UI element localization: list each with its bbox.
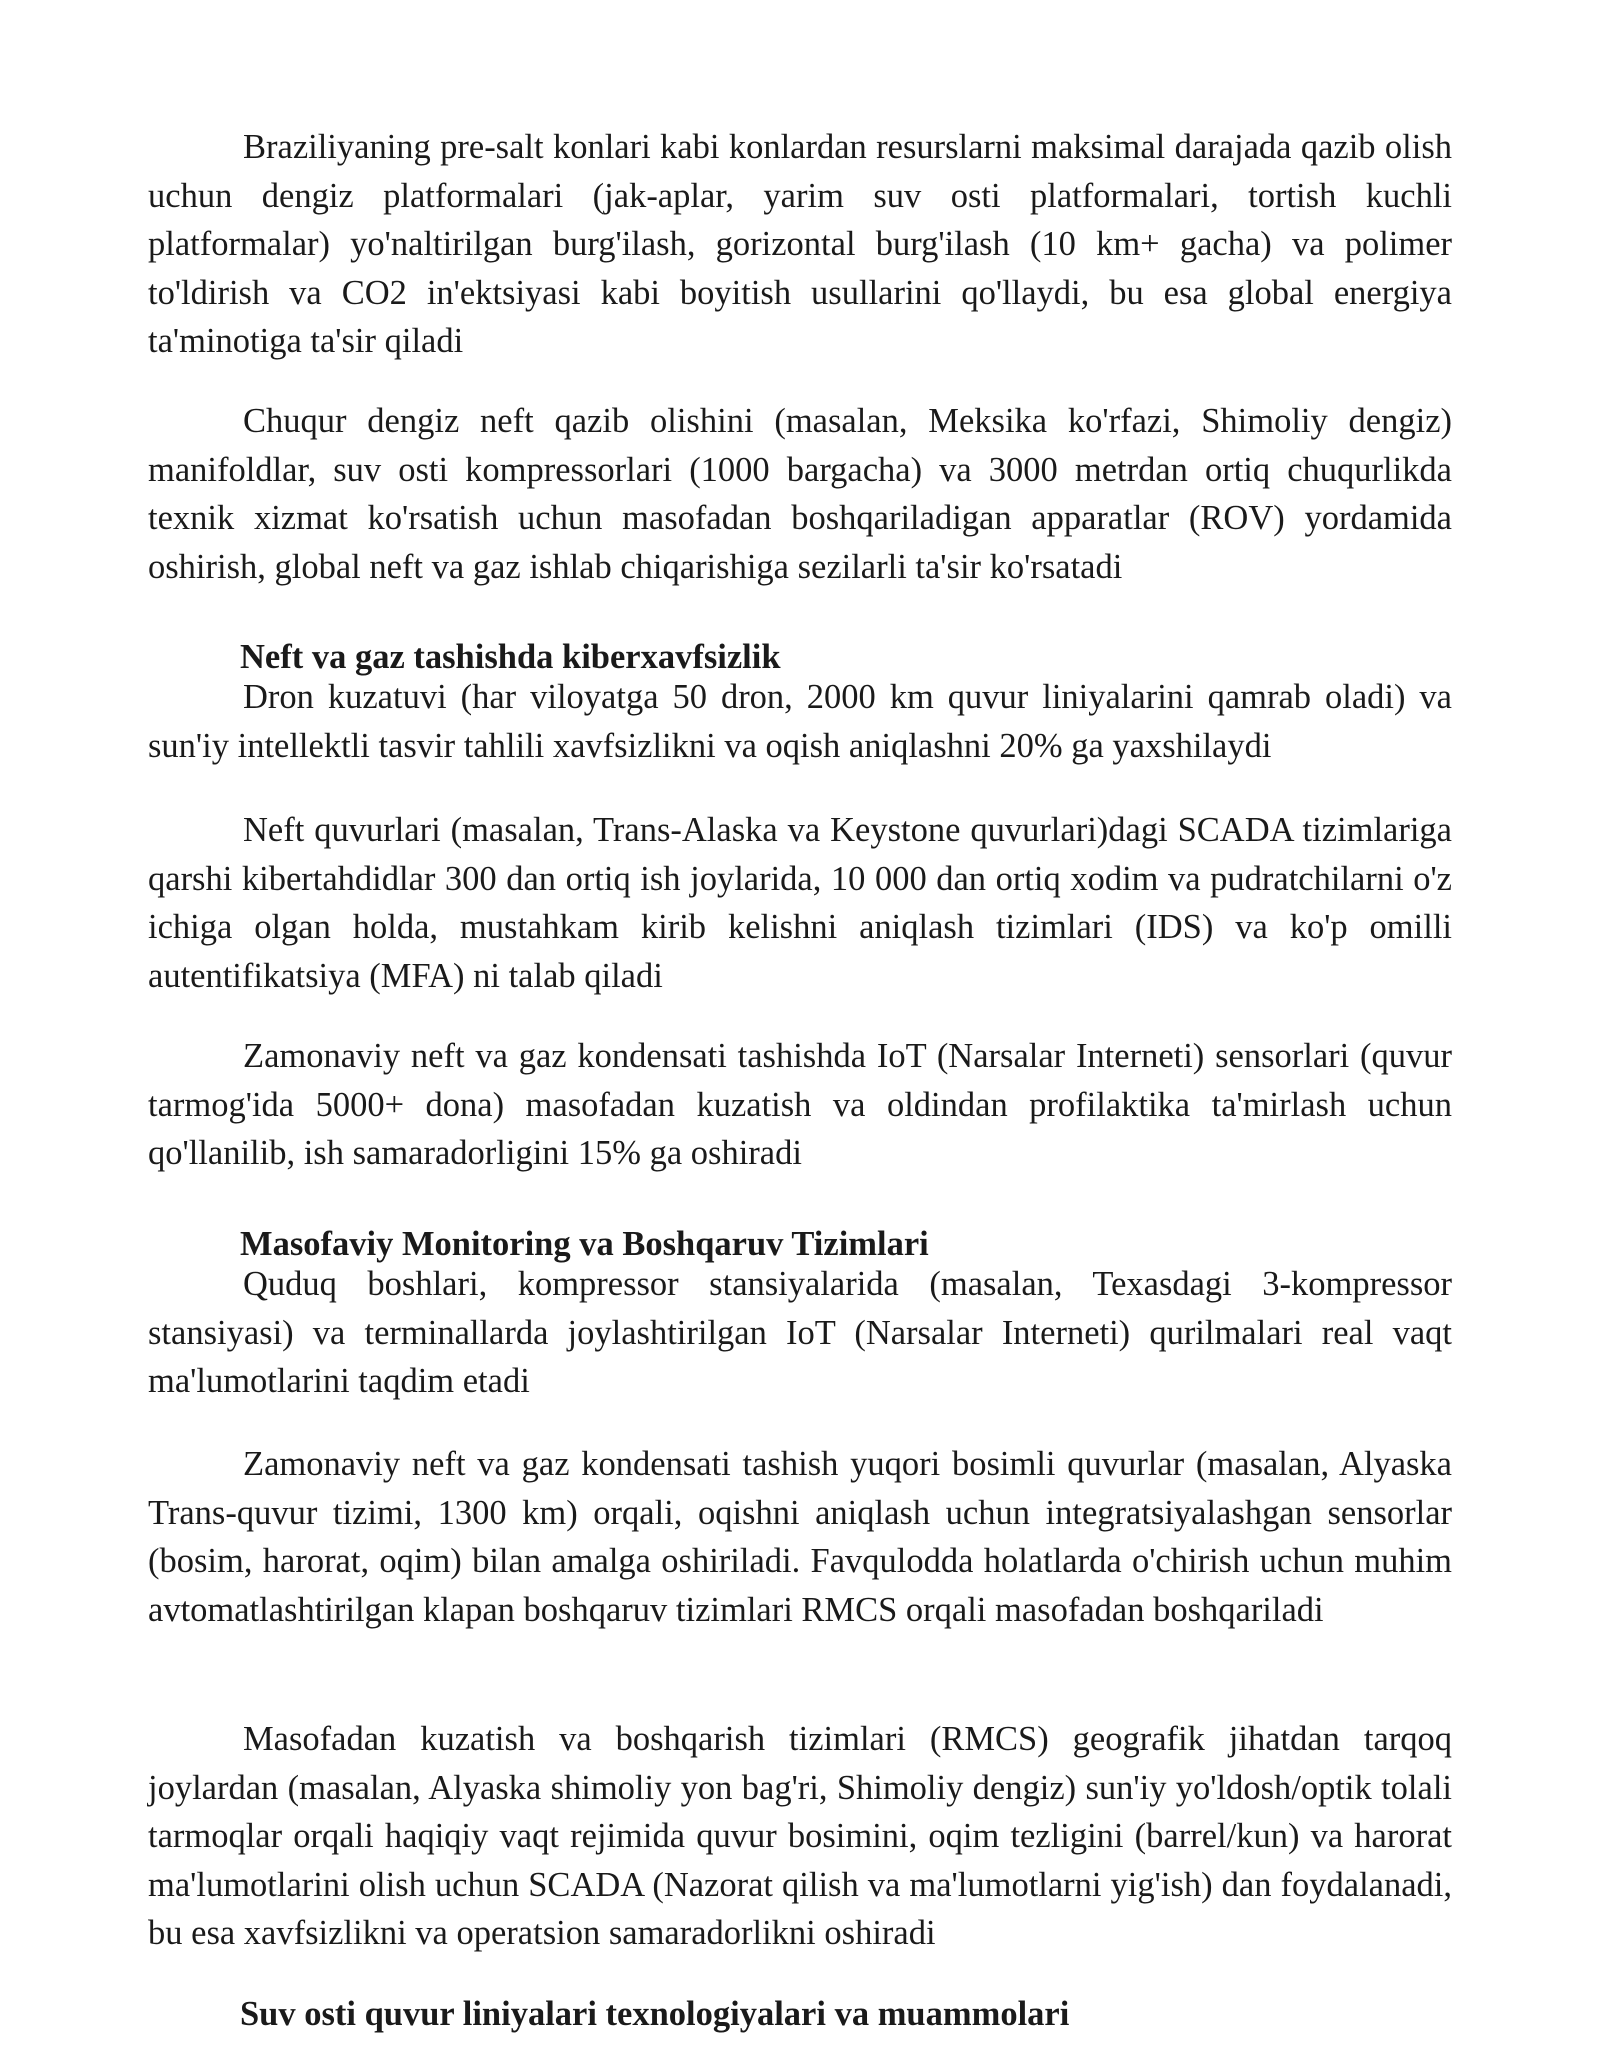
section-heading-remote-monitoring: Masofaviy Monitoring va Boshqaruv Tizimlari <box>240 1225 929 1263</box>
section-heading-subsea-pipelines: Suv osti quvur liniyalari texnologiyalari va muammolari <box>240 1995 1070 2033</box>
paragraph-high-pressure-pipelines: Zamonaviy neft va gaz kondensati tashish yuqori bosimli quvurlar (masalan, Alyaska Trans-quvur tizimi, 1300 km) orqali, oqishni aniqlash uchun integratsiyalashgan sensorlar (bosim, harorat, oqim) bilan amalga oshiriladi. Favqulodda holatlarda o'chirish uchun muhim avtomatlashtirilgan klapan boshqaruv tizimlari RMCS orqali masofadan boshqariladi <box>148 1445 1452 1629</box>
section-heading-cybersecurity: Neft va gaz tashishda kiberxavfsizlik <box>240 638 781 676</box>
paragraph-rmcs-scada: Masofadan kuzatish va boshqarish tizimlari (RMCS) geografik jihatdan tarqoq joylardan (masalan, Alyaska shimoliy yon bag'ri, Shimoliy dengiz) sun'iy yo'ldosh/optik tolali tarmoqlar orqali haqiqiy vaqt rejimida quvur bosimini, oqim tezligini (barrel/kun) va harorat ma'lumotlarini olish uchun SCADA (Nazorat qilish va ma'lumotlarni yig'ish) dan foydalanadi, bu esa xavfsizlikni va operatsion samaradorlikni oshiradi <box>148 1720 1452 1952</box>
paragraph-iot-sensors: Zamonaviy neft va gaz kondensati tashishda IoT (Narsalar Interneti) sensorlari (quvur tarmog'ida 5000+ dona) masofadan kuzatish va oldindan profilaktika ta'mirlash uchun qo'llanilib, ish samaradorligini 15% ga oshiradi <box>148 1037 1452 1172</box>
paragraph-drone-surveillance: Dron kuzatuvi (har viloyatga 50 dron, 2000 km quvur liniyalarini qamrab oladi) va sun'iy intellektli tasvir tahlili xavfsizlikni va oqish aniqlashni 20% ga yaxshilaydi <box>148 678 1452 765</box>
paragraph-deepwater-production: Chuqur dengiz neft qazib olishini (masalan, Meksika ko'rfazi, Shimoliy dengiz) manifoldlar, suv osti kompressorlari (1000 bargacha) va 3000 metrdan ortiq chuqurlikda texnik xizmat ko'rsatish uchun masofadan boshqariladigan apparatlar (ROV) yordamida oshirish, global neft va gaz ishlab chiqarishiga sezilarli ta'sir ko'rsatadi <box>148 402 1452 586</box>
paragraph-scada-threats: Neft quvurlari (masalan, Trans-Alaska va Keystone quvurlari)dagi SCADA tizimlariga qarshi kibertahdidlar 300 dan ortiq ish joylarida, 10 000 dan ortiq xodim va pudratchilarni o'z ichiga olgan holda, mustahkam kirib kelishni aniqlash tizimlari (IDS) va ko'p omilli autentifikatsiya (MFA) ni talab qiladi <box>148 811 1452 995</box>
paragraph-wellhead-iot: Quduq boshlari, kompressor stansiyalarida (masalan, Texasdagi 3-kompressor stansiyasi) va terminallarda joylashtirilgan IoT (Narsalar Interneti) qurilmalari real vaqt ma'lumotlarini taqdim etadi <box>148 1265 1452 1400</box>
paragraph-presalt-platforms: Braziliyaning pre-salt konlari kabi konlardan resurslarni maksimal darajada qazib olish uchun dengiz platformalari (jak-aplar, yarim suv osti platformalari, tortish kuchli platformalar) yo'naltirilgan burg'ilash, gorizontal burg'ilash (10 km+ gacha) va polimer to'ldirish va CO2 in'ektsiyasi kabi boyitish usullarini qo'llaydi, bu esa global energiya ta'minotiga ta'sir qiladi <box>148 128 1452 360</box>
